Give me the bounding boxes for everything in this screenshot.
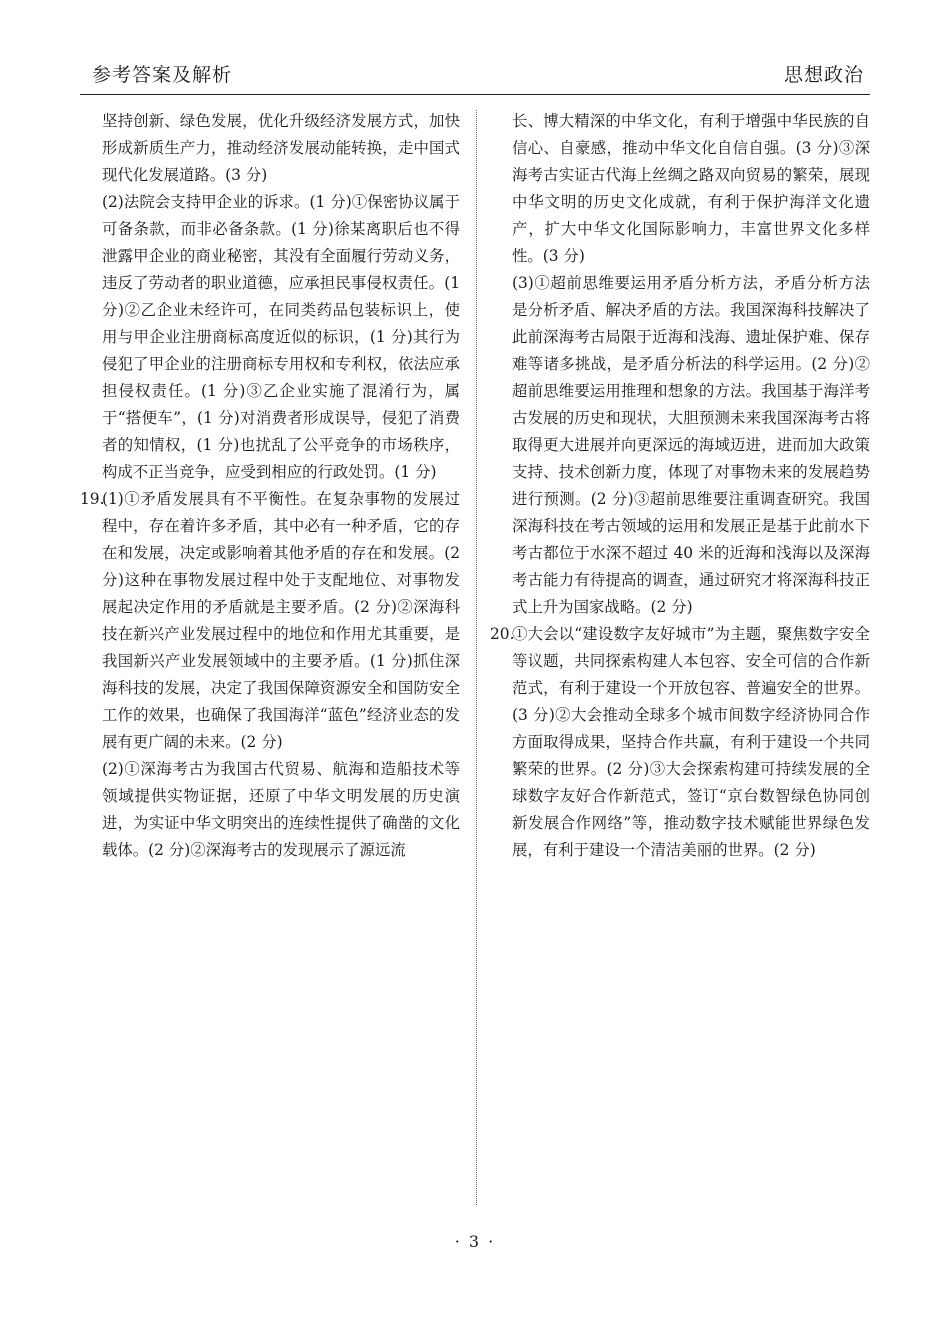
question-19-number: 19.	[80, 490, 105, 508]
answer-19-part-3: (3)①超前思维要运用矛盾分析方法，矛盾分析方法是分析矛盾、解决矛盾的方法。我国深海科技解决了此前深海考古局限于近海和浅海、遗址保护难、保存难等诸多挑战，是矛盾分析法的科学运用。(2 分)②超前思维要运用推理和想象的方法。我国基于海洋考古发展的历史和现状，大胆预测未来我国深海考古将取得更大进展并向更深远的海域迈进，进而加大政策支持、技术创新力度，体现了对事物未来的发展趋势进行预测。(2 分)③超前思维要注重调查研究。我国深海科技在考古领域的运用和发展正是基于此前水下考古都位于水深不超过 40 米的近海和浅海以及深海考古能力有待提高的调查，通过研究才将深海科技正式上升为国家战略。(2 分)	[512, 274, 870, 616]
column-divider	[476, 110, 477, 1205]
answer-19-part-1: (1)①矛盾发展具有不平衡性。在复杂事物的发展过程中，存在着许多矛盾，其中必有一种矛盾，它的存在和发展，决定或影响着其他矛盾的存在和发展。(2 分)这种在事物发展过程中处于支配地位、对事物发展起决定作用的矛盾就是主要矛盾。(2 分)②深海科技在新兴产业发展过程中的地位和作用尤其重要，是我国新兴产业发展领域中的主要矛盾。(1 分)抓住深海科技的发展，决定了我国保障资源安全和国防安全工作的效果，也确保了我国海洋“蓝色”经济业态的发展有更广阔的未来。(2 分)	[102, 490, 460, 751]
left-column	[80, 108, 460, 864]
answer-19-part-2: (2)①深海考古为我国古代贸易、航海和造船技术等领域提供实物证据，还原了中华文明发展的历史演进，为实证中华文明突出的连续性提供了确凿的文化载体。(2 分)②深海考古的发现展示了源远流	[102, 760, 460, 859]
answer-18-part-2: (2)法院会支持甲企业的诉求。(1 分)①保密协议属于可备条款，而非必备条款。(1 分)徐某离职后也不得泄露甲企业的商业秘密，其没有全面履行劳动义务，违反了劳动者的职业道德，应承担民事侵权责任。(1 分)②乙企业未经许可，在同类药品包装标识上，使用与甲企业注册商标高度近似的标识，(1 分)其行为侵犯了甲企业的注册商标专用权和专利权，依法应承担侵权责任。(1 分)③乙企业实施了混淆行为，属于“搭便车”，(1 分)对消费者形成误导，侵犯了消费者的知情权，(1 分)也扰乱了公平竞争的市场秩序，构成不正当竞争，应受到相应的行政处罚。(1 分)	[102, 193, 460, 481]
header-rule	[80, 94, 870, 95]
header-subject: 思想政治	[783, 64, 864, 86]
answer-20: ①大会以“建设数字友好城市”为主题，聚焦数字安全等议题，共同探索构建人本包容、安全可信的合作新范式，有利于建设一个开放包容、普遍安全的世界。(3 分)②大会推动全球多个城市间数字经济协同合作方面取得成果，坚持合作共赢，有利于建设一个共同繁荣的世界。(2 分)③大会探索构建可持续发展的全球数字友好合作新范式，签订“京台数智绿色协同创新发展合作网络”等，推动数字技术赋能世界绿色发展，有利于建设一个清洁美丽的世界。(2 分)	[512, 625, 870, 859]
question-20	[490, 621, 870, 864]
page-number: · 3 ·	[454, 1232, 496, 1251]
question-19	[80, 486, 460, 864]
header-title: 参考答案及解析	[92, 64, 233, 86]
answer-19-part-2-continuation: 长、博大精深的中华文化，有利于增强中华民族的自信心、自豪感，推动中华文化自信自强。(3 分)③深海考古实证古代海上丝绸之路双向贸易的繁荣，展现中华文明的历史文化成就，有利于保护海洋文化遗产，扩大中华文化国际影响力，丰富世界文化多样性。(3 分)	[512, 112, 870, 265]
answer-continuation: 坚持创新、绿色发展，优化升级经济发展方式，加快形成新质生产力，推动经济发展动能转换，走中国式现代化发展道路。(3 分)	[102, 112, 460, 184]
question-20-number: 20.	[490, 625, 515, 643]
right-column	[490, 108, 870, 864]
